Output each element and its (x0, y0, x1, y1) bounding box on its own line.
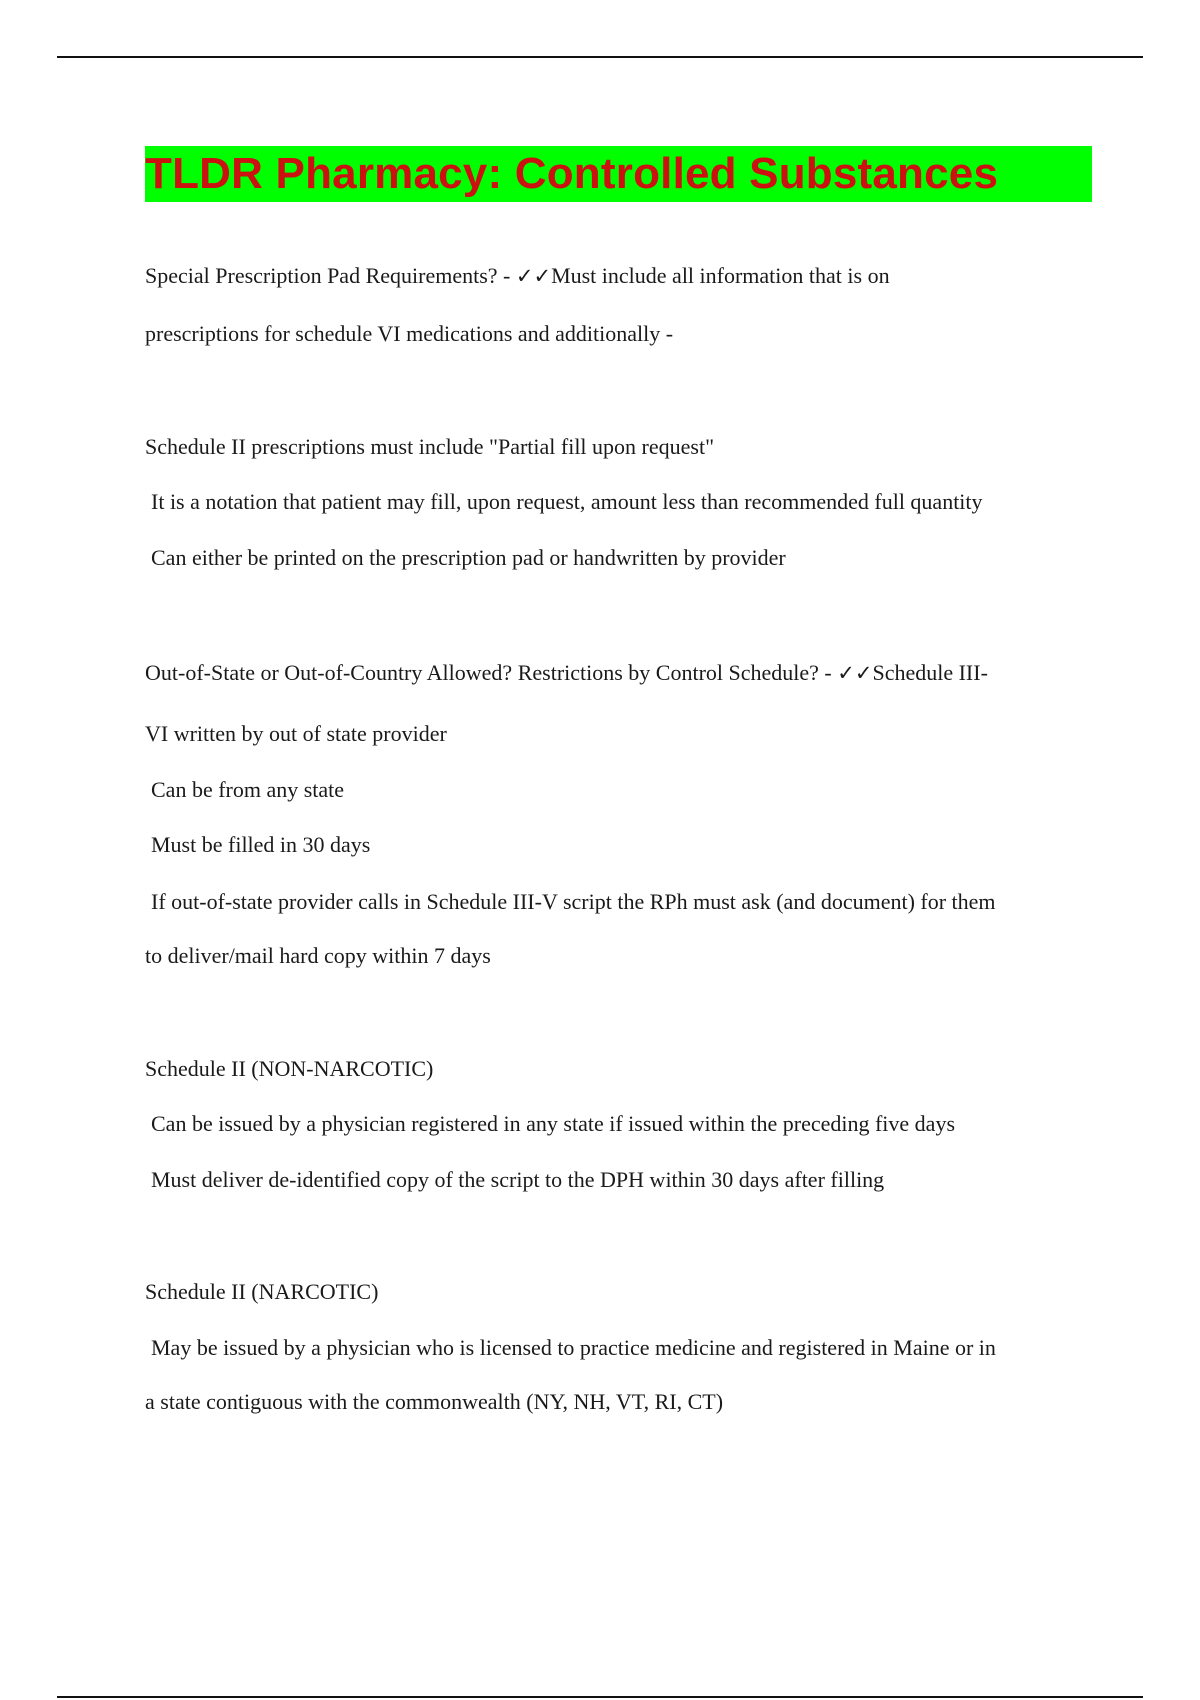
body-line: Must be filled in 30 days (151, 832, 371, 857)
page-title: TLDR Pharmacy: Controlled Substances (145, 149, 999, 198)
answer-text: Must include all information that is on (551, 263, 890, 288)
body-line: Schedule II (NARCOTIC) (145, 1279, 379, 1304)
question-line (145, 659, 988, 687)
body-line: Can either be printed on the prescription pad or handwritten by provider (151, 545, 786, 570)
question-text: Special Prescription Pad Requirements? - (145, 263, 516, 288)
answer-text: Schedule III- (872, 660, 988, 685)
body-line: Must deliver de-identified copy of the script to the DPH within 30 days after filling (151, 1167, 885, 1192)
header-rule (57, 56, 1143, 58)
answer-line: VI written by out of state provider (145, 721, 447, 746)
question-text: Out-of-State or Out-of-Country Allowed? Restrictions by Control Schedule? - (145, 660, 838, 685)
answer-line: prescriptions for schedule VI medications and additionally - (145, 321, 674, 346)
body-line: to deliver/mail hard copy within 7 days (145, 943, 491, 968)
body-line: a state contiguous with the commonwealth (NY, NH, VT, RI, CT) (145, 1389, 724, 1414)
body-line: Can be issued by a physician registered in any state if issued within the preceding five days (151, 1111, 956, 1136)
body-line: May be issued by a physician who is licensed to practice medicine and registered in Maine or in (151, 1335, 996, 1360)
question-line (145, 262, 890, 290)
body-line: It is a notation that patient may fill, upon request, amount less than recommended full quantity (151, 489, 983, 514)
check-mark-icon: ✓✓ (837, 661, 873, 685)
check-mark-icon: ✓✓ (515, 264, 552, 288)
footer-rule (57, 1696, 1143, 1698)
body-line: Schedule II (NON-NARCOTIC) (145, 1056, 434, 1081)
body-line: Can be from any state (151, 777, 345, 802)
body-line: Schedule II prescriptions must include "Partial fill upon request" (145, 434, 715, 459)
body-line: If out-of-state provider calls in Schedule III-V script the RPh must ask (and document) for them (151, 889, 996, 914)
